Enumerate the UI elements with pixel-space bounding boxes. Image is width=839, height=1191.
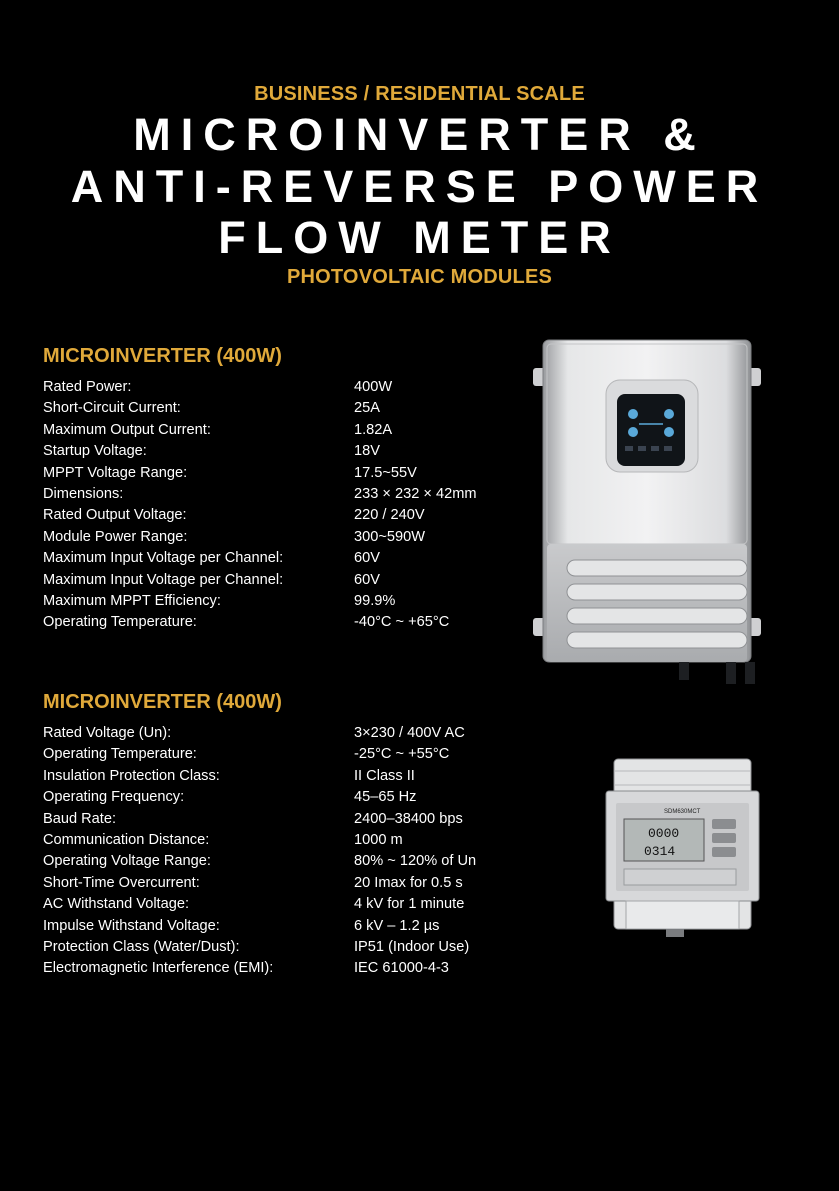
spec-label: Electromagnetic Interference (EMI): bbox=[43, 960, 274, 977]
spec-row bbox=[43, 548, 513, 569]
spec-label: Operating Temperature: bbox=[43, 746, 197, 763]
spec-value: -25°C ~ +55°C bbox=[354, 746, 450, 763]
spec-row bbox=[43, 570, 513, 591]
spec-row bbox=[43, 809, 513, 830]
spec-row bbox=[43, 766, 513, 787]
spec-row bbox=[43, 505, 513, 526]
spec-label: Communication Distance: bbox=[43, 831, 210, 848]
spec-label: Impulse Withstand Voltage: bbox=[43, 917, 220, 934]
title-line-3: FLOW METER bbox=[218, 212, 621, 263]
spec-label: Baud Rate: bbox=[43, 810, 117, 827]
spec-label: Startup Voltage: bbox=[43, 443, 147, 460]
spec-row bbox=[43, 441, 513, 462]
spec-label: Maximum Output Current: bbox=[43, 421, 211, 438]
spec-label: Operating Frequency: bbox=[43, 789, 185, 806]
meter-readout-2: 0314 bbox=[644, 844, 676, 859]
spec-value: 3×230 / 400V AC bbox=[354, 725, 465, 741]
spec-label: Rated Voltage (Un): bbox=[43, 725, 172, 741]
spec-label: Maximum Input Voltage per Channel: bbox=[43, 550, 284, 567]
spec-value: 20 Imax for 0.5 s bbox=[354, 874, 463, 891]
spec-value: 17.5~55V bbox=[354, 464, 417, 481]
spec-value: 1000 m bbox=[354, 831, 403, 848]
spec-value: 4 kV for 1 minute bbox=[354, 896, 465, 913]
spec-row bbox=[43, 894, 513, 915]
title-line-1: MICROINVERTER & bbox=[133, 109, 706, 160]
spec-label: Module Power Range: bbox=[43, 528, 188, 545]
spec-row bbox=[43, 958, 513, 979]
spec-value: IEC 61000-4-3 bbox=[354, 960, 449, 977]
spec-row bbox=[43, 744, 513, 765]
spec-row bbox=[43, 787, 513, 808]
title-line-2: ANTI-REVERSE POWER bbox=[70, 161, 769, 212]
spec-row bbox=[43, 851, 513, 872]
kicker-bottom: PHOTOVOLTAIC MODULES bbox=[286, 266, 553, 288]
spec-label: AC Withstand Voltage: bbox=[43, 896, 190, 913]
kicker-top: BUSINESS / RESIDENTIAL SCALE bbox=[254, 83, 585, 105]
spec-row bbox=[43, 398, 513, 419]
spec-row bbox=[43, 723, 513, 744]
microinverter-image bbox=[533, 338, 761, 688]
spec-row bbox=[43, 937, 513, 958]
spec-value: 25A bbox=[354, 400, 380, 417]
spec-label: Rated Output Voltage: bbox=[43, 507, 187, 524]
spec-row bbox=[43, 463, 513, 484]
spec-value: 60V bbox=[354, 550, 380, 567]
spec-row bbox=[43, 916, 513, 937]
spec-value: 2400–38400 bps bbox=[354, 810, 463, 827]
spec-value: 6 kV – 1.2 µs bbox=[354, 917, 440, 934]
spec-label: Insulation Protection Class: bbox=[43, 767, 220, 784]
spec-value: IP51 (Indoor Use) bbox=[354, 938, 470, 955]
spec-value: 1.82A bbox=[354, 421, 393, 438]
section-title-meter: MICROINVERTER (400W) bbox=[43, 691, 282, 713]
meter-model-text: SDM630MCT bbox=[664, 809, 701, 815]
spec-value: 18V bbox=[354, 443, 380, 460]
spec-label: Maximum MPPT Efficiency: bbox=[43, 592, 221, 609]
spec-value: 400W bbox=[354, 379, 393, 395]
spec-row bbox=[43, 873, 513, 894]
spec-row bbox=[43, 591, 513, 612]
spec-row bbox=[43, 377, 513, 398]
spec-label: Short-Circuit Current: bbox=[43, 400, 181, 417]
spec-row bbox=[43, 420, 513, 441]
spec-row bbox=[43, 612, 513, 633]
power-meter-image bbox=[604, 757, 761, 942]
spec-label: Rated Power: bbox=[43, 379, 132, 395]
spec-value: 99.9% bbox=[354, 592, 396, 609]
spec-value: 220 / 240V bbox=[354, 507, 425, 524]
spec-list-microinverter bbox=[43, 377, 513, 634]
spec-row bbox=[43, 830, 513, 851]
spec-value: II Class II bbox=[354, 767, 415, 784]
spec-value: -40°C ~ +65°C bbox=[354, 614, 450, 631]
spec-row bbox=[43, 527, 513, 548]
spec-list-meter bbox=[43, 723, 513, 980]
spec-row bbox=[43, 484, 513, 505]
spec-label: Dimensions: bbox=[43, 485, 124, 502]
spec-value: 300~590W bbox=[354, 528, 425, 545]
spec-label: Maximum Input Voltage per Channel: bbox=[43, 571, 284, 588]
spec-label: MPPT Voltage Range: bbox=[43, 464, 188, 481]
spec-label: Operating Temperature: bbox=[43, 614, 197, 631]
spec-label: Protection Class (Water/Dust): bbox=[43, 938, 240, 955]
spec-label: Short-Time Overcurrent: bbox=[43, 874, 200, 891]
spec-label: Operating Voltage Range: bbox=[43, 853, 211, 870]
section-title-microinverter: MICROINVERTER (400W) bbox=[43, 345, 282, 367]
meter-readout-1: 0000 bbox=[648, 826, 680, 841]
spec-value: 80% ~ 120% of Un bbox=[354, 853, 477, 870]
spec-value: 45–65 Hz bbox=[354, 789, 417, 806]
spec-value: 233 × 232 × 42mm bbox=[354, 485, 477, 502]
spec-value: 60V bbox=[354, 571, 380, 588]
